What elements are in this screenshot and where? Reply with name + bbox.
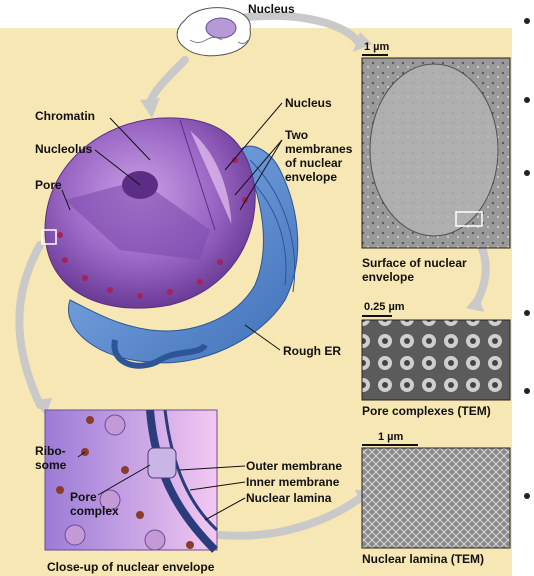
- closeup-envelope: [45, 410, 217, 550]
- caption-surface: Surface of nuclear envelope: [362, 256, 467, 284]
- caption-pore-tem: Pore complexes (TEM): [362, 404, 491, 418]
- micrograph-pore-complexes: [362, 320, 510, 400]
- caption-lamina-tem: Nuclear lamina (TEM): [362, 552, 485, 566]
- label-two-membranes: Two membranes of nuclear envelope: [285, 128, 353, 184]
- label-nuclear-lamina: Nuclear lamina: [246, 491, 332, 505]
- cell-sketch: [177, 8, 250, 56]
- surface-nucleus-image: [370, 64, 498, 236]
- label-pore-complex: Pore complex: [70, 490, 119, 518]
- label-ribosome: Ribo- some: [35, 444, 67, 472]
- scale-label-025um: 0.25 µm: [364, 301, 405, 313]
- label-rough-er: Rough ER: [283, 344, 341, 358]
- label-nucleus-right: Nucleus: [285, 96, 332, 110]
- label-outer-membrane: Outer membrane: [246, 459, 343, 473]
- label-inner-membrane: Inner membrane: [246, 475, 340, 489]
- arrowhead-2: [140, 98, 160, 118]
- micrograph-lamina: [362, 448, 510, 548]
- label-pore: Pore: [35, 178, 62, 192]
- label-nucleolus: Nucleolus: [35, 142, 93, 156]
- scale-label-1um-bottom: 1 µm: [378, 431, 404, 443]
- label-chromatin: Chromatin: [35, 109, 95, 123]
- scale-label-1um-top: 1 µm: [364, 41, 390, 53]
- caption-closeup: Close-up of nuclear envelope: [47, 560, 215, 574]
- label-nucleus-top: Nucleus: [248, 2, 295, 16]
